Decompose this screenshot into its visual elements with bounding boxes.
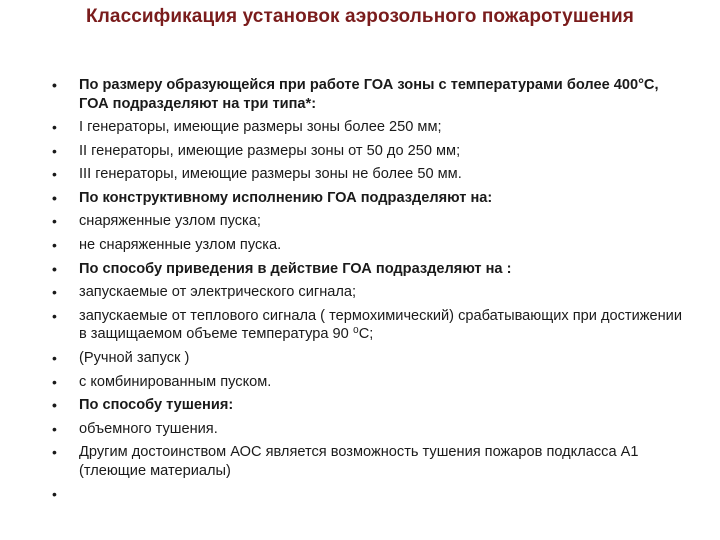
list-item: • По способу приведения в действие ГОА подразделяют на :	[52, 260, 682, 279]
list-item: • снаряженные узлом пуска;	[52, 212, 682, 231]
list-item: • не снаряженные узлом пуска.	[52, 236, 682, 255]
list-item: • По размеру образующейся при работе ГОА зоны с температурами более 400°С, ГОА подразделяют на три типа*:	[52, 76, 682, 113]
list-item: • (Ручной запуск )	[52, 349, 682, 368]
list-item: • II генераторы, имеющие размеры зоны от 50 до 250 мм;	[52, 142, 682, 161]
list-item: • III генераторы, имеющие размеры зоны не более 50 мм.	[52, 165, 682, 184]
list-item: • с комбинированным пуском.	[52, 373, 682, 392]
list-item: • запускаемые от теплового сигнала ( термохимический) срабатывающих при достижении в защищаемом объеме температура 90 ⁰С;	[52, 307, 682, 344]
list-item: • По способу тушения:	[52, 396, 682, 415]
list-item-empty	[52, 485, 682, 503]
list-item: • По конструктивному исполнению ГОА подразделяют на:	[52, 189, 682, 208]
list-item: • Другим достоинством АОС является возможность тушения пожаров подкласса А1 (тлеющие материалы)	[52, 443, 682, 480]
bullet-list	[52, 76, 682, 509]
list-item: • объемного тушения.	[52, 420, 682, 439]
list-item: • I генераторы, имеющие размеры зоны более 250 мм;	[52, 118, 682, 137]
slide-title: Классификация установок аэрозольного пожаротушения	[86, 6, 634, 27]
list-item: • запускаемые от электрического сигнала;	[52, 283, 682, 302]
